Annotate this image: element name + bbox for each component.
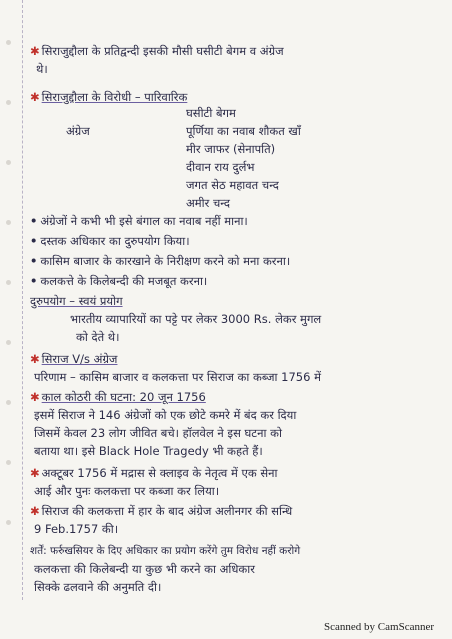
note-line: शर्तें: फर्रुखसियर के दिए अधिकार का प्रयोग करेंगे तुम विरोध नहीं करोगे: [30, 545, 301, 557]
bullet-line: • कासिम बाजार के कारखाने के निरीक्षण करने को मना करना।: [30, 254, 291, 268]
note-line: आई और पुनः कलकत्ता पर कब्जा कर लिया।: [34, 484, 220, 498]
bullet-line: • अंग्रेजों ने कभी भी इसे बंगाल का नवाब नहीं माना।: [30, 214, 248, 228]
note-line-3: ✱ सिराजुद्दौला के विरोधी – पारिवारिक: [30, 90, 188, 104]
margin-line: [22, 0, 24, 600]
note-line-2: थे।: [36, 62, 48, 76]
opponent-item: जगत सेठ महावत चन्द: [186, 178, 279, 192]
note-line: कलकत्ता की किलेबन्दी या कुछ भी करने का अधिकार: [34, 562, 255, 576]
note-line-1: ✱ सिराजुद्दौला के प्रतिद्वन्दी इसकी मौसी घसीटी बेगम व अंग्रेज: [30, 44, 284, 58]
note-line: भारतीय व्यापारियों का पट्टे पर लेकर 3000 Rs. लेकर मुगल: [70, 312, 322, 326]
star-icon: ✱: [30, 390, 40, 404]
section-heading: ✱ काल कोठरी की घटना: 20 जून 1756: [30, 390, 206, 404]
section-heading: ✱ अक्टूबर 1756 में मद्रास से क्लाइव के नेतृत्व में एक सेना: [30, 466, 278, 480]
bullet-line: • दस्तक अधिकार का दुरुपयोग किया।: [30, 234, 190, 248]
star-icon: ✱: [30, 466, 40, 480]
note-line: को देते थे।: [76, 330, 120, 344]
opponent-label: अंग्रेज: [66, 124, 90, 138]
opponent-item: घसीटी बेगम: [186, 106, 236, 120]
note-line: दुरुपयोग – स्वयं प्रयोग: [30, 294, 123, 308]
star-icon: ✱: [30, 352, 40, 366]
star-icon: ✱: [30, 504, 40, 518]
opponent-item: अमीर चन्द: [186, 196, 230, 210]
opponent-item: पूर्णिया का नवाब शौकत खाँ: [186, 124, 301, 138]
section-heading: ✱ सिराज की कलकत्ता में हार के बाद अंग्रेज अलीनगर की सन्धि: [30, 504, 293, 518]
bullet-line: • कलकत्ते के किलेबन्दी की मजबूत करना।: [30, 274, 208, 288]
opponent-item: दीवान राय दुर्लभ: [186, 160, 255, 174]
section-heading: ✱ सिराज V/s अंग्रेज: [30, 352, 118, 366]
note-line: जिसमें केवल 23 लोग जीवित बचे। हॉलवेल ने इस घटना को: [34, 426, 282, 440]
note-line: इसमें सिराज ने 146 अंग्रेजों को एक छोटे कमरे में बंद कर दिया: [34, 408, 297, 422]
note-line: बताया था। इसे Black Hole Tragedy भी कहते हैं।: [34, 444, 263, 458]
note-line: 9 Feb.1757 की।: [34, 522, 119, 536]
star-icon: ✱: [30, 90, 40, 104]
star-icon: ✱: [30, 44, 40, 58]
opponent-item: मीर जाफर (सेनापति): [186, 142, 276, 156]
scanner-watermark: Scanned by CamScanner: [324, 621, 434, 633]
note-line: परिणाम – कासिम बाजार व कलकत्ता पर सिराज का कब्जा 1756 में: [34, 370, 321, 384]
note-line: सिक्के ढलवाने की अनुमति दी।: [34, 580, 162, 594]
